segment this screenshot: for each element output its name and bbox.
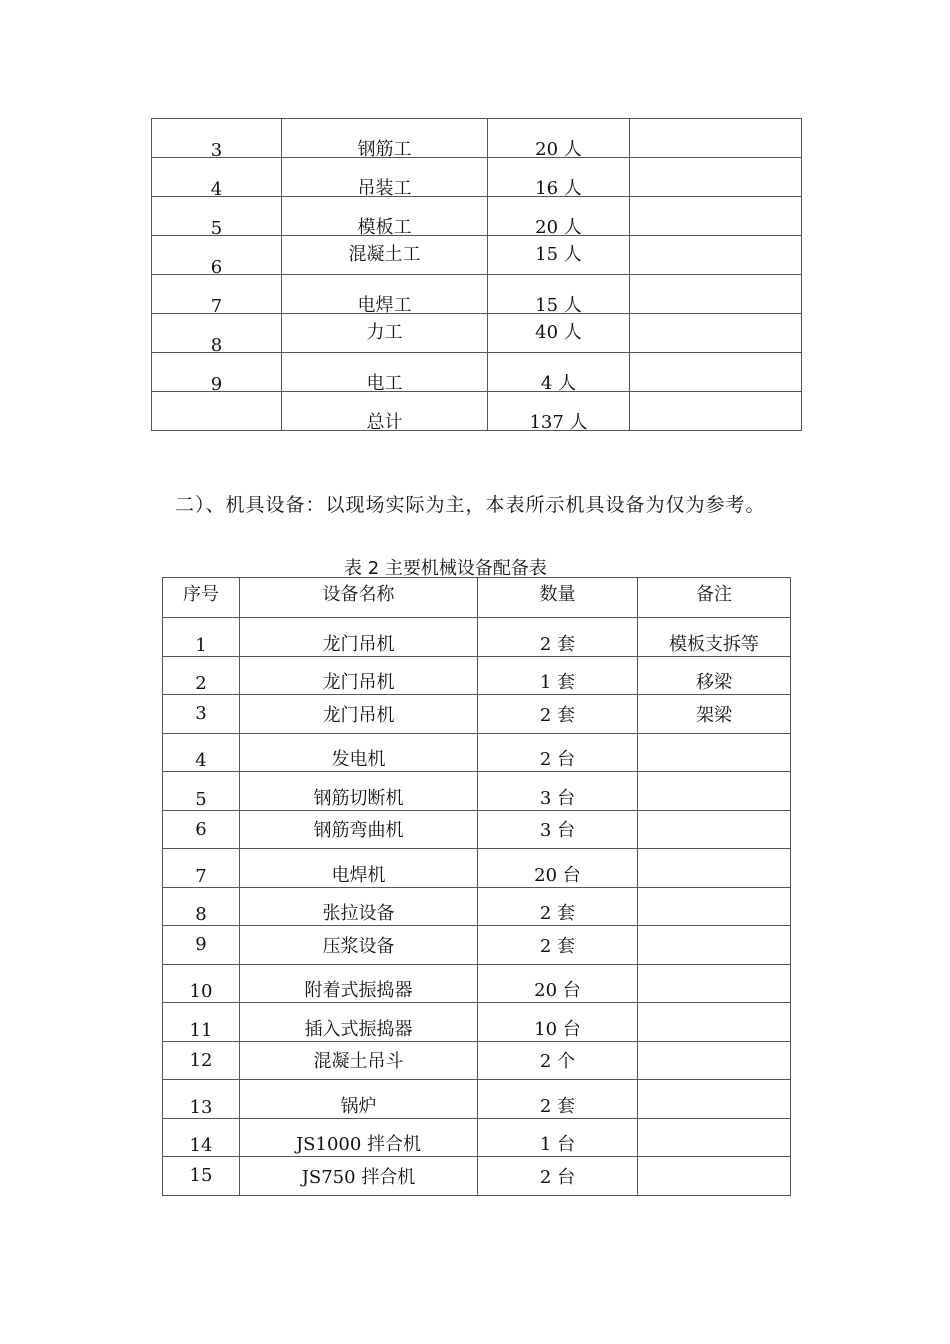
labor-count-cell: 4 人 [488, 353, 630, 392]
labor-type-cell: 混凝土工 [282, 236, 488, 275]
table-row [163, 964, 791, 1003]
labor-note-cell [630, 275, 802, 314]
equipment-name-cell: 钢筋切断机 [240, 772, 478, 811]
labor-no-cell: 3 [152, 119, 282, 158]
labor-note-cell [630, 158, 802, 197]
equipment-name-cell: 电焊机 [240, 849, 478, 888]
equipment-no-cell: 8 [163, 887, 240, 926]
labor-type-cell: 电工 [282, 353, 488, 392]
equipment-note-cell [638, 810, 791, 849]
equipment-name-cell: 龙门吊机 [240, 618, 478, 657]
equipment-qty-cell: 2 套 [478, 1080, 638, 1119]
labor-note-cell [630, 392, 802, 431]
table-row [163, 1118, 791, 1157]
equipment-no-cell: 7 [163, 849, 240, 888]
labor-type-cell: 钢筋工 [282, 119, 488, 158]
labor-count-cell: 20 人 [488, 197, 630, 236]
equipment-note-cell: 模板支拆等 [638, 618, 791, 657]
labor-type-cell: 总计 [282, 392, 488, 431]
table-row [152, 275, 802, 314]
equipment-note-cell: 移梁 [638, 656, 791, 695]
equipment-note-cell [638, 1118, 791, 1157]
equipment-no-cell: 5 [163, 772, 240, 811]
header-qty: 数量 [478, 578, 638, 618]
table-row-total [152, 392, 802, 431]
table-row [163, 772, 791, 811]
table-row [163, 810, 791, 849]
equipment-no-cell: 10 [163, 964, 240, 1003]
equipment-name-cell: 发电机 [240, 733, 478, 772]
equipment-qty-cell: 2 套 [478, 887, 638, 926]
equipment-qty-cell: 1 套 [478, 656, 638, 695]
table-row [163, 926, 791, 965]
table-row [152, 119, 802, 158]
equipment-qty-cell: 1 台 [478, 1118, 638, 1157]
section-heading: 二）、机具设备：以现场实际为主，本表所示机具设备为仅为参考。 [175, 494, 766, 516]
table-row [163, 618, 791, 657]
equipment-name-cell: 龙门吊机 [240, 656, 478, 695]
equipment-qty-cell: 20 台 [478, 964, 638, 1003]
equipment-name-cell: 附着式振捣器 [240, 964, 478, 1003]
table-row [163, 656, 791, 695]
equipment-note-cell [638, 1157, 791, 1196]
labor-type-cell: 电焊工 [282, 275, 488, 314]
equipment-note-cell [638, 849, 791, 888]
equipment-no-cell: 2 [163, 656, 240, 695]
labor-no-cell [152, 392, 282, 431]
table-row [163, 1041, 791, 1080]
labor-no-cell: 7 [152, 275, 282, 314]
equipment-qty-cell: 3 台 [478, 772, 638, 811]
labor-count-cell: 40 人 [488, 314, 630, 353]
labor-note-cell [630, 314, 802, 353]
labor-note-cell [630, 119, 802, 158]
equipment-qty-cell: 2 套 [478, 926, 638, 965]
equipment-name-cell: 压浆设备 [240, 926, 478, 965]
table-header-row [163, 578, 791, 618]
equipment-name-cell: 龙门吊机 [240, 695, 478, 734]
labor-note-cell [630, 197, 802, 236]
labor-type-cell: 力工 [282, 314, 488, 353]
labor-no-cell: 4 [152, 158, 282, 197]
labor-no-cell: 6 [152, 236, 282, 275]
equipment-name-cell: 钢筋弯曲机 [240, 810, 478, 849]
equipment-note-cell [638, 887, 791, 926]
equipment-no-cell: 13 [163, 1080, 240, 1119]
labor-table [151, 118, 802, 431]
table-row [152, 158, 802, 197]
labor-type-cell: 模板工 [282, 197, 488, 236]
equipment-note-cell [638, 733, 791, 772]
equipment-qty-cell: 3 台 [478, 810, 638, 849]
equipment-note-cell [638, 964, 791, 1003]
equipment-qty-cell: 20 台 [478, 849, 638, 888]
table-row [152, 236, 802, 275]
equipment-name-cell: 张拉设备 [240, 887, 478, 926]
labor-count-cell: 16 人 [488, 158, 630, 197]
equipment-no-cell: 1 [163, 618, 240, 657]
equipment-name-cell: 混凝土吊斗 [240, 1041, 478, 1080]
equipment-note-cell [638, 1003, 791, 1042]
equipment-note-cell: 架梁 [638, 695, 791, 734]
labor-count-cell: 20 人 [488, 119, 630, 158]
table-caption: 表 2 主要机械设备配备表 [344, 558, 547, 579]
equipment-name-cell: 锅炉 [240, 1080, 478, 1119]
table-row [152, 314, 802, 353]
equipment-qty-cell: 10 台 [478, 1003, 638, 1042]
equipment-no-cell: 11 [163, 1003, 240, 1042]
table-row [163, 849, 791, 888]
labor-type-cell: 吊装工 [282, 158, 488, 197]
equipment-table [162, 577, 791, 1196]
equipment-qty-cell: 2 个 [478, 1041, 638, 1080]
equipment-no-cell: 15 [163, 1157, 240, 1196]
table-row [163, 1080, 791, 1119]
labor-count-cell: 137 人 [488, 392, 630, 431]
equipment-note-cell [638, 926, 791, 965]
equipment-no-cell: 4 [163, 733, 240, 772]
labor-no-cell: 5 [152, 197, 282, 236]
header-no: 序号 [163, 578, 240, 618]
header-name: 设备名称 [240, 578, 478, 618]
labor-no-cell: 8 [152, 314, 282, 353]
equipment-no-cell: 12 [163, 1041, 240, 1080]
table-row [152, 197, 802, 236]
labor-note-cell [630, 236, 802, 275]
table-row [152, 353, 802, 392]
equipment-no-cell: 3 [163, 695, 240, 734]
equipment-note-cell [638, 772, 791, 811]
equipment-qty-cell: 2 台 [478, 1157, 638, 1196]
table-row [163, 887, 791, 926]
header-note: 备注 [638, 578, 791, 618]
labor-count-cell: 15 人 [488, 275, 630, 314]
table-row [163, 733, 791, 772]
equipment-note-cell [638, 1041, 791, 1080]
equipment-no-cell: 6 [163, 810, 240, 849]
table-row [163, 1157, 791, 1196]
equipment-qty-cell: 2 套 [478, 695, 638, 734]
labor-count-cell: 15 人 [488, 236, 630, 275]
equipment-note-cell [638, 1080, 791, 1119]
labor-no-cell: 9 [152, 353, 282, 392]
labor-note-cell [630, 353, 802, 392]
table-row [163, 695, 791, 734]
equipment-no-cell: 9 [163, 926, 240, 965]
equipment-name-cell: JS750 拌合机 [240, 1157, 478, 1196]
equipment-name-cell: JS1000 拌合机 [240, 1118, 478, 1157]
table-row [163, 1003, 791, 1042]
equipment-qty-cell: 2 套 [478, 618, 638, 657]
equipment-qty-cell: 2 台 [478, 733, 638, 772]
equipment-no-cell: 14 [163, 1118, 240, 1157]
equipment-name-cell: 插入式振捣器 [240, 1003, 478, 1042]
